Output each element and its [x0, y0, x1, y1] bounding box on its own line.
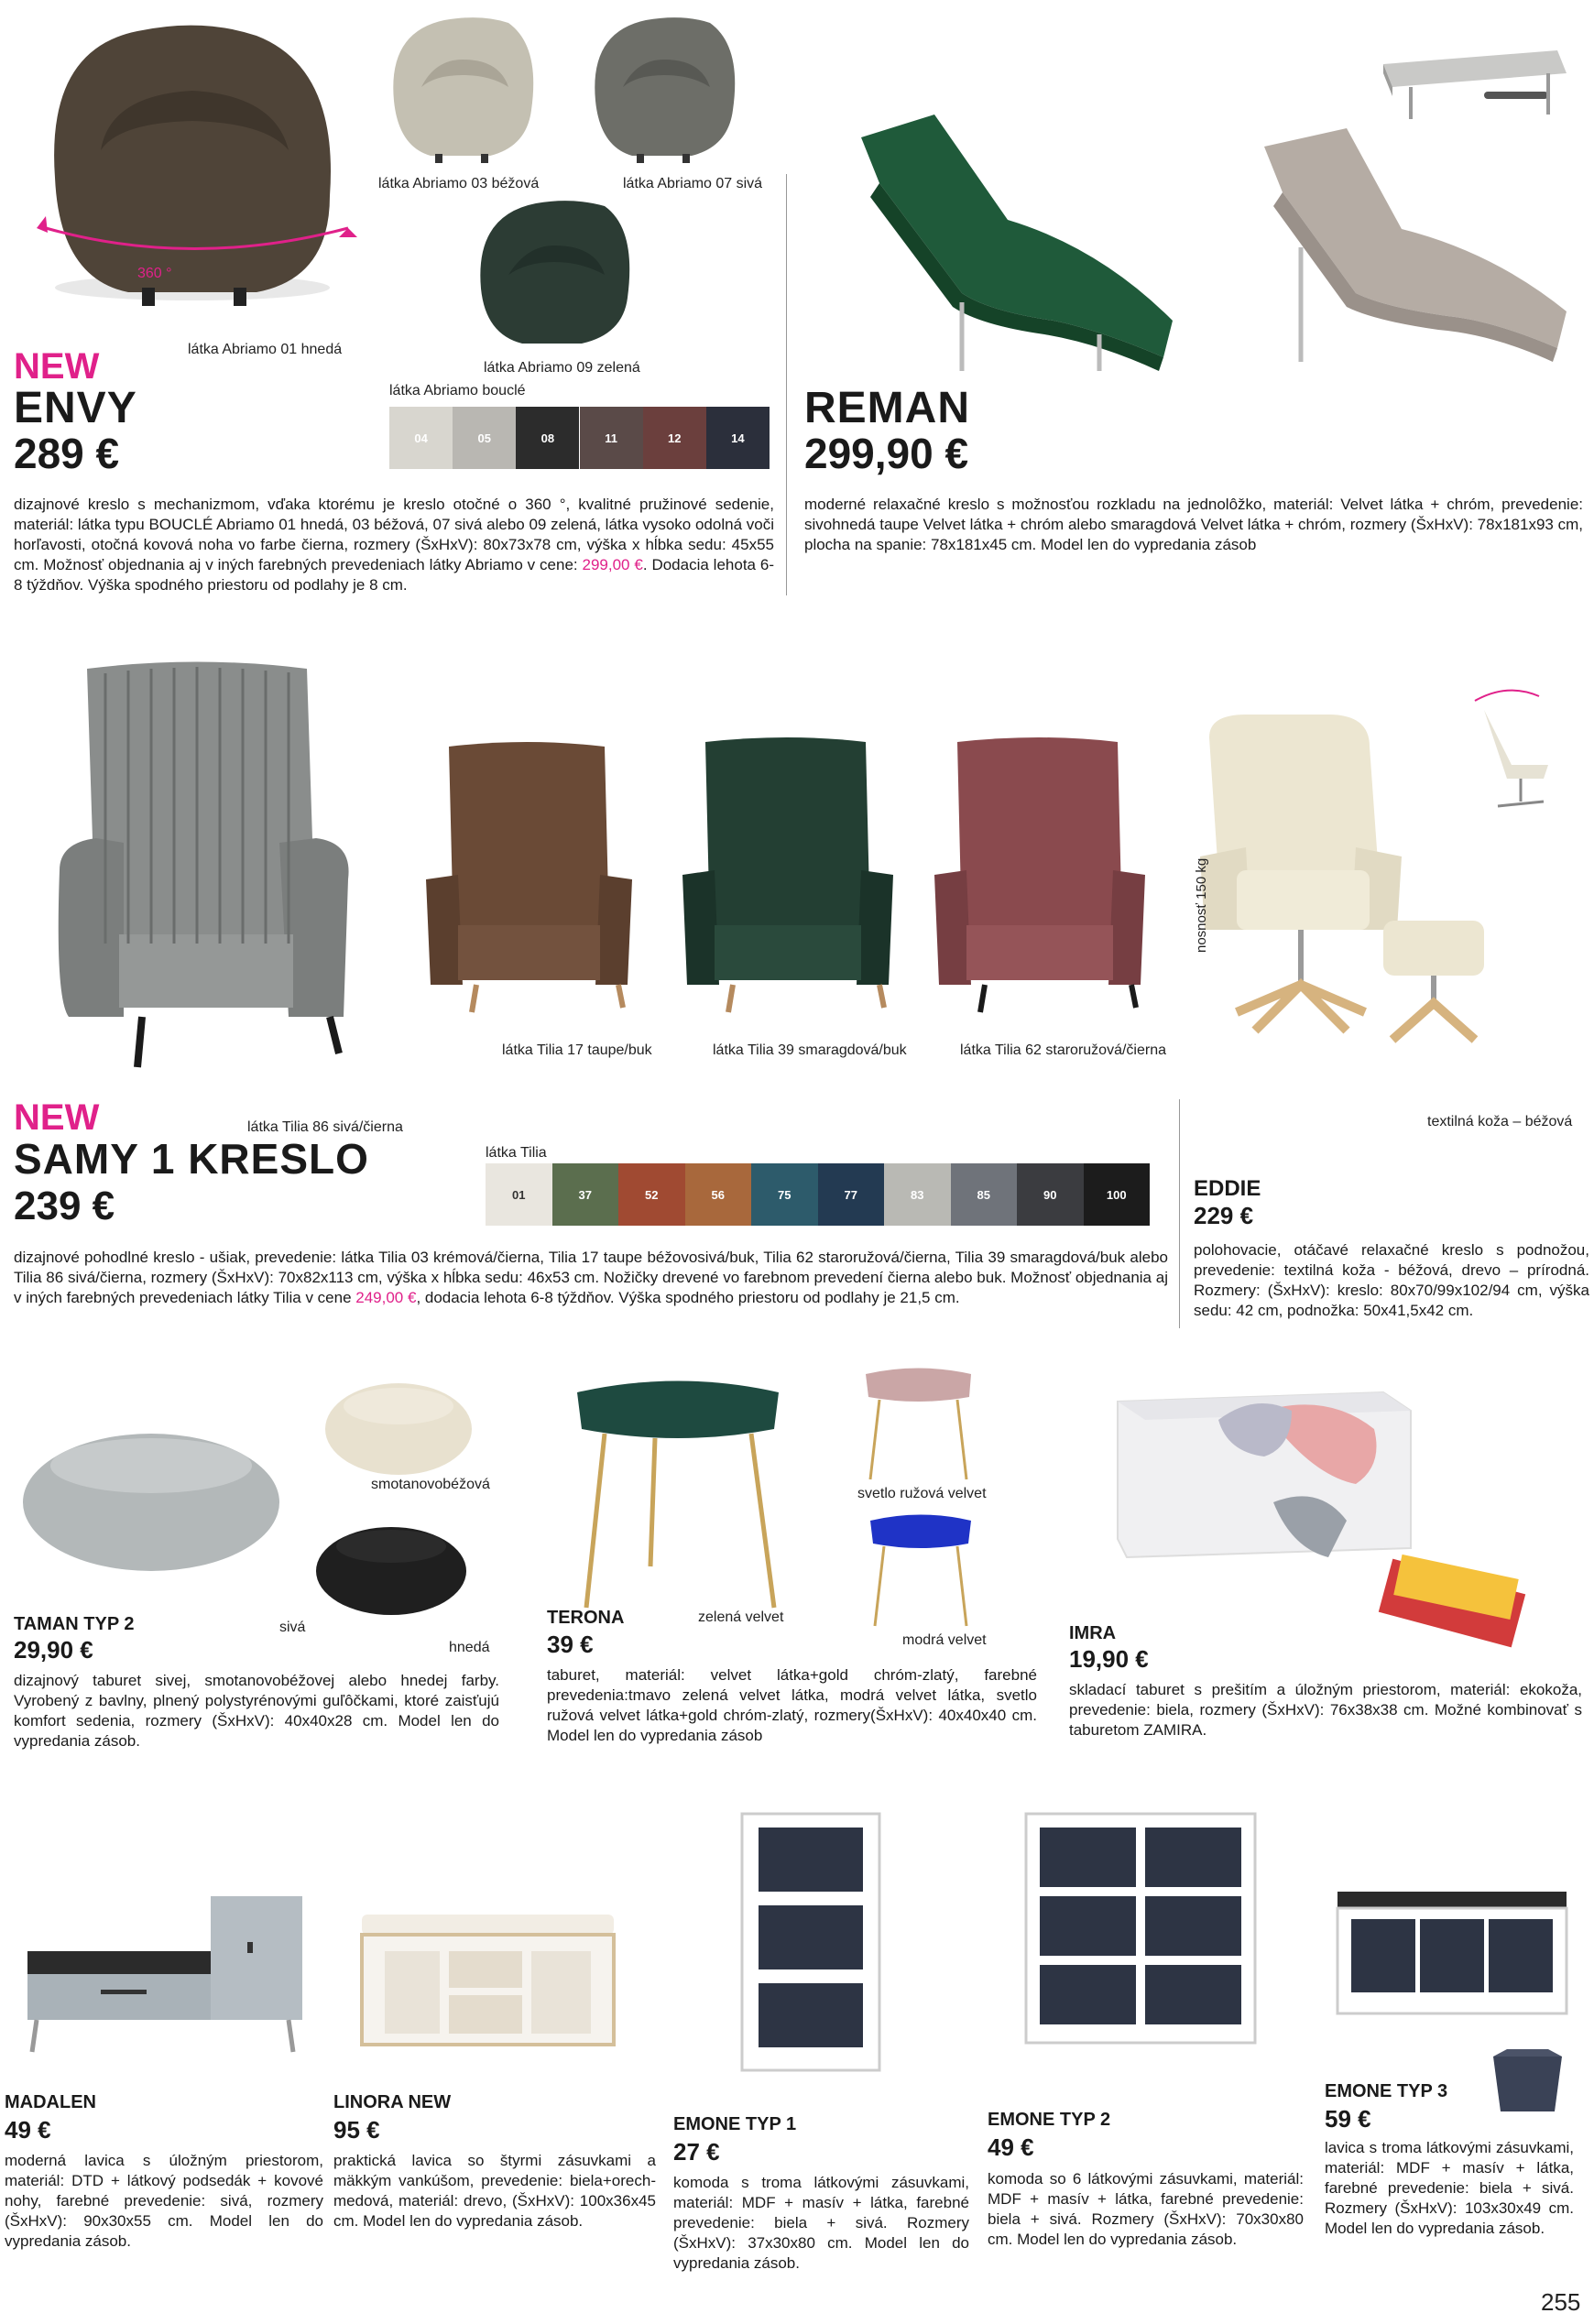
envy-chair-beige-image — [380, 9, 540, 165]
envy-swatch-05: 05 — [453, 407, 516, 469]
samy-alt-price: 249,00 € — [355, 1289, 417, 1306]
envy-swatch-04: 04 — [389, 407, 453, 469]
envy-new-badge: NEW — [14, 346, 100, 387]
taman-pouf-grey-image — [18, 1402, 284, 1576]
linora-description: praktická lavica so štyrmi zásuvkami a mäkkým vankúšom, prevedenie: biela+orech-medová, materiál: drevo, (ŠxHxV): 100x36x45 cm. Model len do vypredania zásob. — [333, 2152, 656, 2230]
envy-caption-green: látka Abriamo 09 zelená — [484, 360, 640, 376]
samy-swatch-100: 100 — [1084, 1163, 1151, 1226]
emone1-chest-image — [733, 1805, 889, 2079]
terona-stool-blue-image — [866, 1511, 976, 1631]
envy-title: ENVY — [14, 384, 137, 432]
envy-swatch-12: 12 — [643, 407, 706, 469]
linora-price: 95 € — [333, 2116, 380, 2144]
column-divider — [1179, 1099, 1180, 1328]
envy-chair-brown-image — [27, 13, 357, 315]
emone2-title: EMONE TYP 2 — [988, 2110, 1111, 2130]
terona-stool-green-image — [568, 1374, 788, 1612]
samy-swatch-77: 77 — [818, 1163, 885, 1226]
taman-description: dizajnový taburet sivej, smotanovobéžovej alebo hnedej farby. Vyrobený z bavlny, plnený polystyrénovými guľôčkami, ktoré zaisťujú komfort sedenia, rozmery (ŠxHxV): 40x40x28 cm. Model len do vypredania zásob. — [14, 1672, 499, 1750]
taman-pouf-cream-image — [321, 1360, 476, 1479]
eddie-description: polohovacie, otáčavé relaxačné kreslo s podnožou, prevedenie: textilná koža - béžová, drevo – prírodná. Rozmery: (ŠxHxV): kreslo: 80x70/99x102/94 cm, výška sedu: 42 cm, podnožka: 50x41,5x42 cm. — [1194, 1241, 1589, 1319]
taman-price: 29,90 € — [14, 1636, 93, 1664]
samy-swatch-37: 37 — [552, 1163, 619, 1226]
linora-title: LINORA NEW — [333, 2092, 452, 2112]
emone2-description: komoda so 6 látkovými zásuvkami, materiál: MDF + masív + látka, farebné prevedenie: biela + sivá. Rozmery (ŠxHxV): 70x30x80 cm. Model len do vypredania zásob. — [988, 2170, 1304, 2248]
envy-desc-text-2: . Dodacia lehota 6-8 týždňov. Výška spodného priestoru od podlahy je 8 cm. — [14, 556, 774, 594]
envy-swatch-14: 14 — [706, 407, 770, 469]
emone3-price: 59 € — [1325, 2105, 1371, 2133]
samy-desc-text: dizajnové pohodlné kreslo - ušiak, prevedenie: látka Tilia 03 krémová/čierna, Tilia 17 taupe béžovosivá/buk, Tilia 62 staroružová/čierna, Tilia 39 smaragdová/buk alebo Tilia 86 sivá/čierna, rozmery (ŠxHxV): 70x82x113 cm, výška x hĺbka sedu: 46x53 cm. Nožičky drevené vo farebnom prevedení čierna alebo buk. Možnosť objednania aj v iných farebných prevedeniach látky Tilia v cene — [14, 1249, 1168, 1306]
samy-swatch-90: 90 — [1017, 1163, 1084, 1226]
samy-swatch-01: 01 — [486, 1163, 552, 1226]
reman-bed-mode-image — [1374, 27, 1576, 128]
envy-caption-brown: látka Abriamo 01 hnedá — [188, 342, 343, 357]
samy-title: SAMY 1 KRESLO — [14, 1135, 369, 1183]
madalen-price: 49 € — [5, 2116, 51, 2144]
emone1-price: 27 € — [673, 2138, 720, 2166]
envy-chair-grey-image — [582, 9, 742, 165]
samy-swatch-strip — [486, 1163, 1150, 1226]
terona-description: taburet, materiál: velvet látka+gold chróm-zlatý, farebné prevedenia:tmavo zelená velvet látka, modrá velvet látka, svetlo ružová velvet látka+gold chróm-zlatý, rozmery(ŠxHxV): 40x40x40 cm. Model len do vypredania zásob — [547, 1666, 1037, 1744]
envy-rotation-label: 360 ° — [137, 266, 172, 281]
emone3-drawer-box-image — [1489, 2047, 1567, 2116]
samy-chair-green-image — [678, 737, 898, 1017]
taman-caption-grey: sivá — [279, 1620, 306, 1635]
emone1-description: komoda s troma látkovými zásuvkami, materiál: MDF + masív + látka, farebné prevedenie: biela + sivá. Rozmery (ŠxHxV): 37x30x80 cm. Model len do vypredania zásob. — [673, 2174, 969, 2272]
taman-title: TAMAN TYP 2 — [14, 1614, 135, 1634]
samy-new-badge: NEW — [14, 1097, 100, 1138]
emone3-title: EMONE TYP 3 — [1325, 2081, 1448, 2101]
terona-title: TERONA — [547, 1608, 625, 1628]
eddie-price: 229 € — [1194, 1202, 1254, 1229]
taman-caption-cream: smotanovobéžová — [371, 1477, 490, 1492]
imra-price: 19,90 € — [1069, 1645, 1149, 1673]
taman-pouf-brown-image — [311, 1502, 472, 1617]
reman-chair-taupe-image — [1228, 128, 1594, 366]
reman-description: moderné relaxačné kreslo s možnosťou rozkladu na jednolôžko, materiál: Velvet látka + chróm, prevedenie: sivohnedá taupe Velvet látka + chróm alebo smaragdová Velvet látka + chróm, rozmery (ŠxHxV): 78x181x93 cm, plocha na spanie: 78x181x45 cm. Model len do vypredania zásob — [804, 496, 1583, 553]
madalen-bench-image — [18, 1887, 311, 2061]
envy-alt-price: 299,00 € — [582, 556, 643, 573]
imra-title: IMRA — [1069, 1623, 1117, 1643]
emone2-chest-image — [1017, 1805, 1264, 2052]
terona-caption-blue: modrá velvet — [902, 1632, 987, 1648]
samy-caption-green: látka Tilia 39 smaragdová/buk — [713, 1042, 907, 1058]
samy-swatch-52: 52 — [618, 1163, 685, 1226]
reman-chair-green-image — [824, 110, 1209, 376]
envy-price: 289 € — [14, 430, 120, 477]
envy-desc-text: dizajnové kreslo s mechanizmom, vďaka ktorému je kreslo otočné o 360 °, kvalitné pružinové sedenie, materiál: látka typu BOUCLÉ Abriamo 01 hnedá, 03 béžová, 07 sivá alebo 09 zelená, látka vysoko odolná voči horľavosti, otočná kovová noha vo farbe čierna, rozmery (ŠxHxV): 80x73x78 cm, výška x hĺbka sedu: 45x55 cm. Možnosť objednania aj v iných farebných prevedeniach látky Abriamo v cene: — [14, 496, 774, 573]
column-divider — [786, 174, 787, 595]
samy-swatch-83: 83 — [884, 1163, 951, 1226]
reman-title: REMAN — [804, 384, 970, 432]
samy-price: 239 € — [14, 1184, 115, 1228]
samy-fabric-label: látka Tilia — [486, 1145, 547, 1161]
eddie-capacity: nosnosť 150 kg — [1194, 857, 1209, 953]
emone2-price: 49 € — [988, 2133, 1034, 2161]
samy-swatch-56: 56 — [685, 1163, 752, 1226]
eddie-caption: textilná koža – béžová — [1427, 1114, 1573, 1129]
envy-chair-green-image — [467, 192, 641, 353]
emone3-bench-image — [1328, 1882, 1576, 2020]
eddie-chair-image — [1200, 710, 1484, 1067]
samy-swatch-85: 85 — [951, 1163, 1018, 1226]
emone3-description: lavica s troma látkovými zásuvkami, materiál: MDF + masív + látka, farebné prevedenie: biela + sivá. Rozmery (ŠxHxV): 103x30x49 cm. Model len do vypredania zásob. — [1325, 2139, 1574, 2237]
samy-caption-taupe: látka Tilia 17 taupe/buk — [502, 1042, 652, 1058]
envy-fabric-label: látka Abriamo bouclé — [389, 383, 526, 398]
samy-chair-taupe-image — [421, 742, 637, 1017]
reman-price: 299,90 € — [804, 430, 969, 477]
samy-desc-text-2: , dodacia lehota 6-8 týždňov. Výška spodného priestoru od podlahy je 21,5 cm. — [416, 1289, 960, 1306]
page-number: 255 — [1541, 2288, 1581, 2316]
envy-swatch-08: 08 — [516, 407, 579, 469]
taman-caption-brown: hnedá — [449, 1640, 490, 1655]
terona-caption-green: zelená velvet — [698, 1609, 784, 1625]
terona-price: 39 € — [547, 1631, 594, 1658]
madalen-description: moderná lavica s úložným priestorom, materiál: DTD + látkový podsedák + kovové nohy, farebné prevedenie: sivá, rozmery (ŠxHxV): 90x30x55 cm. Model len do vypredania zásob. — [5, 2152, 323, 2250]
samy-description — [14, 1248, 1168, 1308]
envy-swatch-strip — [389, 407, 770, 469]
imra-ottoman-image — [1108, 1365, 1539, 1653]
samy-swatch-75: 75 — [751, 1163, 818, 1226]
envy-caption-beige: látka Abriamo 03 béžová — [378, 176, 540, 191]
eddie-title: EDDIE — [1194, 1176, 1261, 1201]
samy-chair-grey-image — [50, 660, 353, 1072]
linora-bench-image — [353, 1905, 623, 2052]
samy-caption-pink: látka Tilia 62 staroružová/čierna — [960, 1042, 1166, 1058]
samy-chair-pink-image — [930, 737, 1150, 1017]
samy-caption-grey: látka Tilia 86 sivá/čierna — [247, 1119, 403, 1135]
envy-caption-grey: látka Abriamo 07 sivá — [623, 176, 763, 191]
imra-description: skladací taburet s prešitím a úložným priestorom, materiál: ekokoža, prevedenie: biela, rozmery (ŠxHxV): 76x38x38 cm. Možné kombinovať s taburetom ZAMIRA. — [1069, 1681, 1582, 1739]
emone1-title: EMONE TYP 1 — [673, 2114, 797, 2134]
terona-stool-pink-image — [861, 1365, 976, 1484]
terona-caption-pink: svetlo ružová velvet — [857, 1486, 987, 1501]
envy-description — [14, 495, 774, 595]
madalen-title: MADALEN — [5, 2092, 96, 2112]
envy-swatch-11: 11 — [580, 407, 643, 469]
